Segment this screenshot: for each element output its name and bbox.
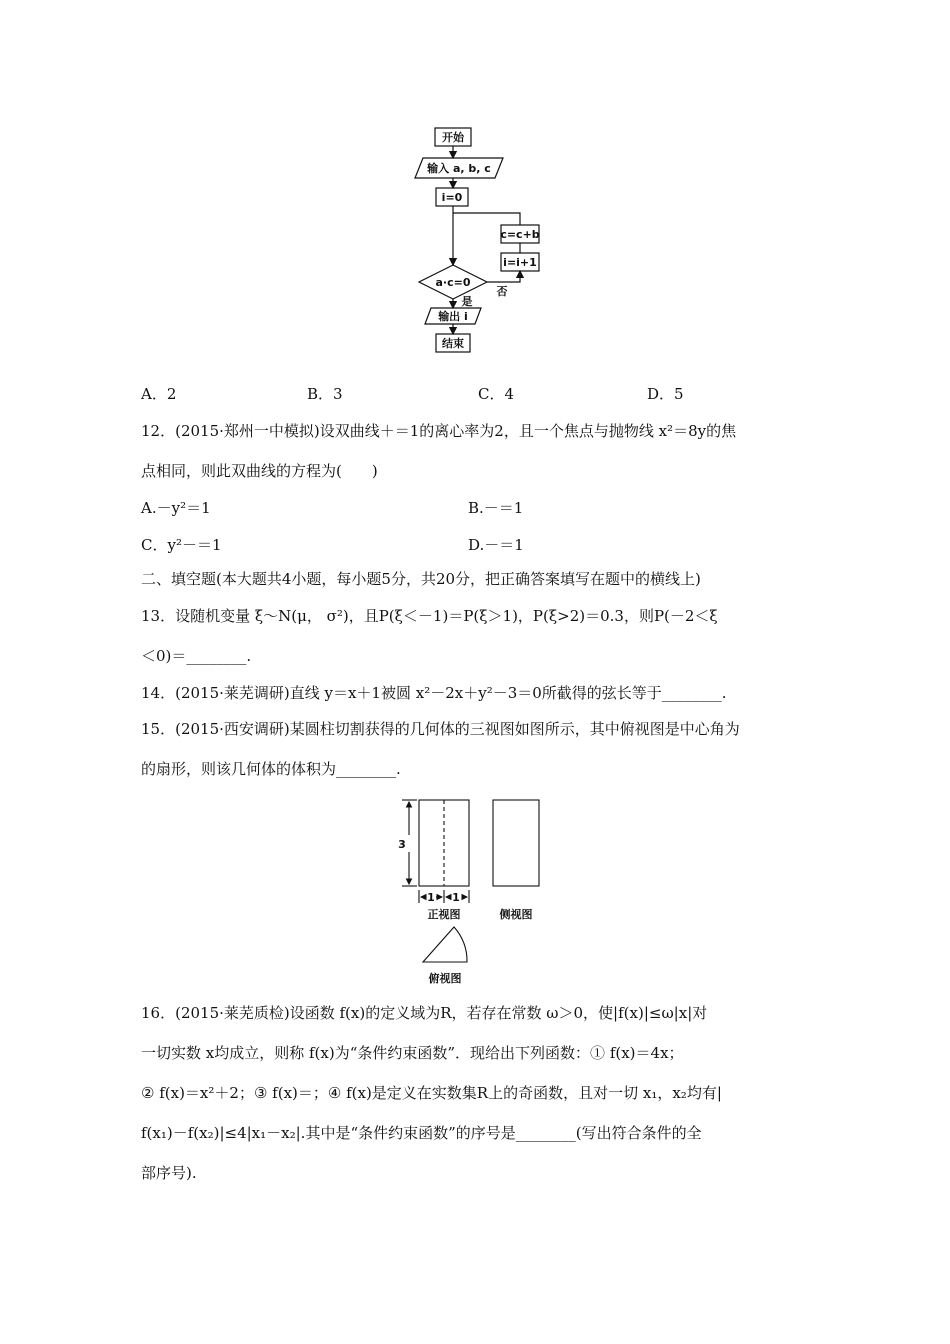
q12-option-a: A.－y²＝1: [141, 499, 211, 517]
q13-line2: ＜0)＝________.: [141, 647, 252, 665]
q16-line5: 部序号).: [141, 1164, 197, 1182]
side-view: [493, 800, 539, 886]
q11-option-d: D．5: [647, 385, 684, 403]
q11-option-a: A．2: [141, 385, 177, 403]
q15-line2: 的扇形，则该几何体的体积为________.: [141, 760, 401, 778]
three-view-figure: [395, 790, 555, 995]
width-label-1: 1: [427, 891, 435, 904]
flowchart-diagram: [405, 120, 565, 360]
start-label: 开始: [442, 131, 464, 144]
output-label: 输出 i: [438, 310, 468, 323]
end-label: 结束: [442, 337, 464, 350]
q12-option-d: D.－＝1: [468, 536, 524, 554]
q14-line: 14．(2015·莱芜调研)直线 y＝x＋1被圆 x²－2x＋y²－3＝0所截得的弦长等于________.: [141, 684, 727, 702]
front-view-label: 正视图: [427, 908, 461, 921]
side-view-label: 侧视图: [499, 908, 533, 921]
update-c-label: c=c+b: [500, 228, 540, 241]
q11-option-b: B．3: [307, 385, 343, 403]
yes-label: 是: [461, 295, 473, 308]
q12-option-c: C．y²－＝1: [141, 536, 222, 554]
q16-line4: f(x₁)－f(x₂)|≤4|x₁－x₂|.其中是“条件约束函数”的序号是________(写出符合条件的全: [141, 1124, 702, 1142]
input-label: 输入 a, b, c: [427, 162, 491, 175]
condition-label: a·c=0: [435, 276, 471, 289]
q16-line1: 16．(2015·莱芜质检)设函数 f(x)的定义域为R，若存在常数 ω＞0，使|f(x)|≤ω|x|对: [141, 1004, 708, 1022]
init-label: i=0: [441, 191, 463, 204]
width-label-2: 1: [452, 891, 460, 904]
q13-line1: 13．设随机变量 ξ～N(μ， σ²)，且P(ξ＜－1)＝P(ξ＞1)，P(ξ>2)＝0.3，则P(－2＜ξ: [141, 607, 718, 625]
update-i-label: i=i+1: [503, 256, 537, 269]
q12-line1: 12．(2015·郑州一中模拟)设双曲线＋＝1的离心率为2，且一个焦点与抛物线 x²＝8y的焦: [141, 422, 737, 440]
height-label: 3: [398, 838, 406, 851]
q15-line1: 15．(2015·西安调研)某圆柱切割获得的几何体的三视图如图所示，其中俯视图是中心角为: [141, 720, 740, 738]
q12-line2: 点相同，则此双曲线的方程为( ): [141, 462, 378, 480]
section2-heading: 二、填空题(本大题共4小题，每小题5分，共20分，把正确答案填写在题中的横线上): [141, 570, 701, 588]
q16-line2: 一切实数 x均成立，则称 f(x)为“条件约束函数”．现给出下列函数：① f(x)＝4x；: [141, 1044, 684, 1062]
no-label: 否: [496, 285, 508, 298]
q16-line3: ② f(x)＝x²＋2；③ f(x)＝；④ f(x)是定义在实数集R上的奇函数，且对一切 x₁，x₂均有|: [141, 1084, 722, 1102]
q12-option-b: B.－＝1: [468, 499, 524, 517]
top-view-sector: [423, 927, 467, 962]
top-view-label: 俯视图: [428, 972, 462, 985]
q11-option-c: C．4: [478, 385, 515, 403]
